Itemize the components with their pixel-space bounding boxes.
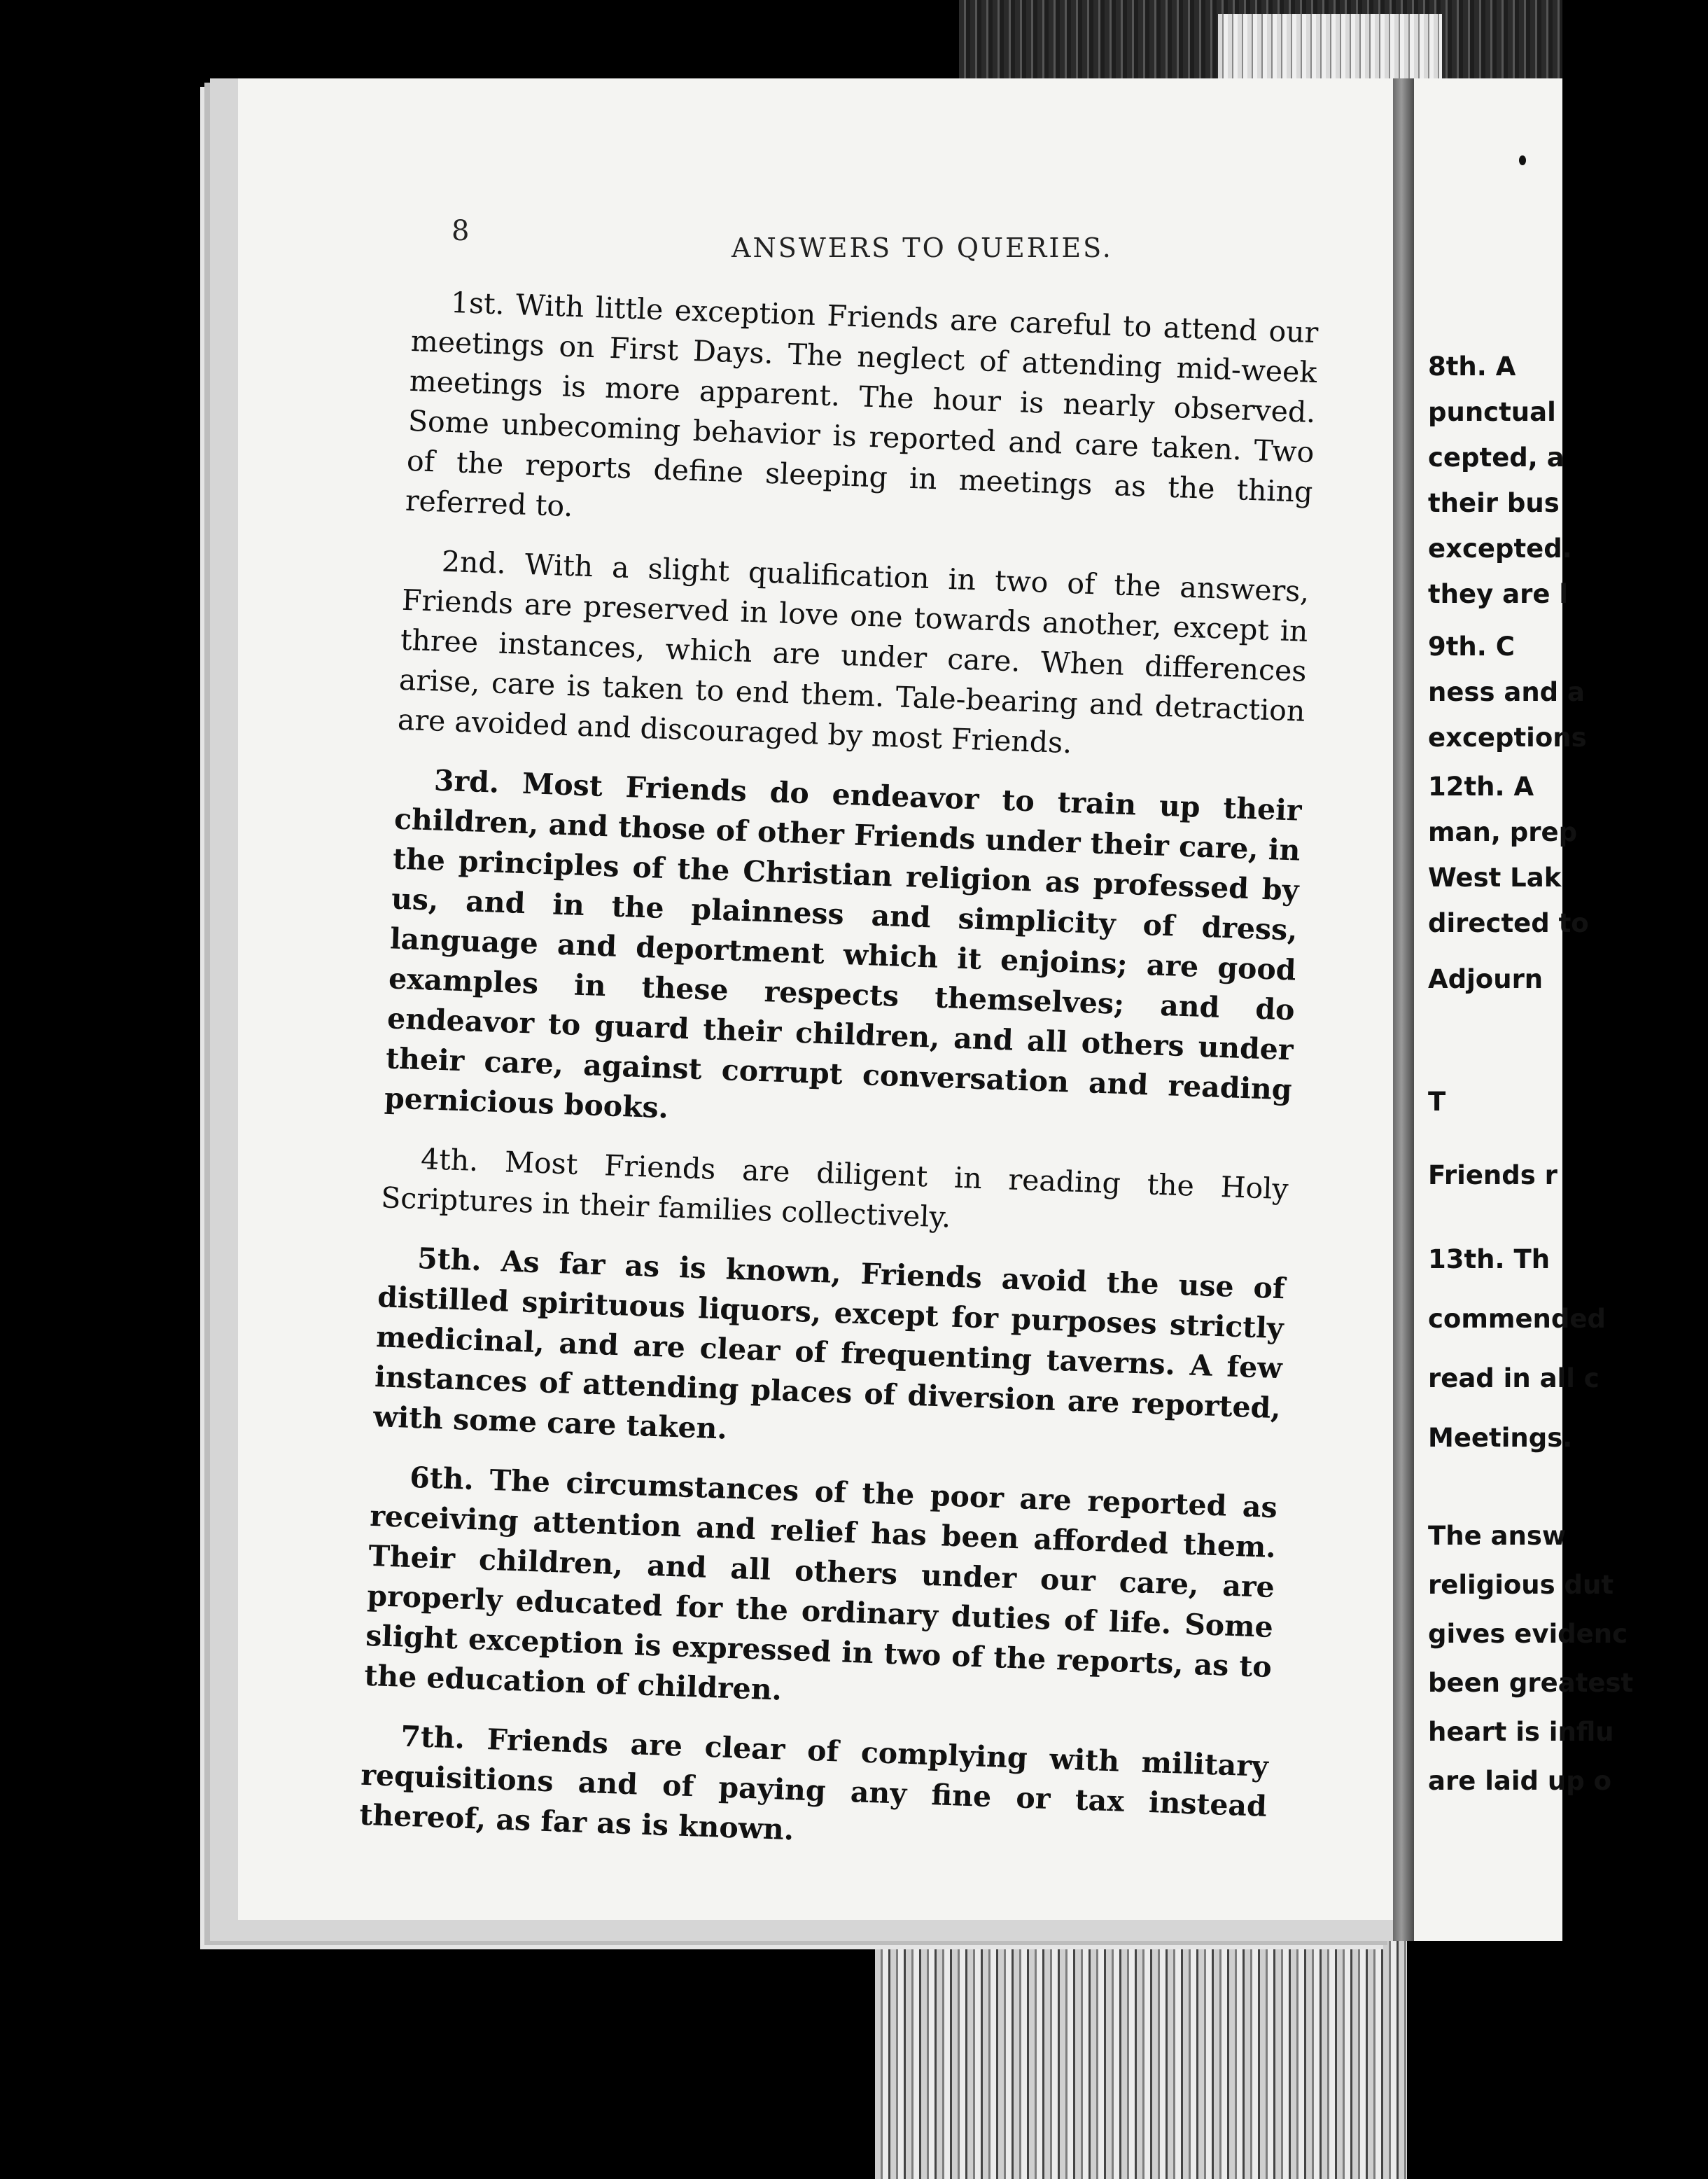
answer-paragraph-2: 2nd. With a slight qualification in two of the answers, Friends are preserved in love one towards another, except in three instances, which are under care. When differences arise, care is taken to end them. Tale-bearing and detraction are avoided and discouraged by most Friends. bbox=[397, 544, 1310, 760]
answer-paragraph-3: 3rd. Most Friends do endeavor to train up their children, and those of other Friends under their care, in the principles of the Christian religion as professed by us, and in the plainness and simplicity of dress, language and deportment which it enjoins; are good examples in these respects themselves; and do endeavor to guard their children, and all others under their care, against corrupt conversation and reading pernicious books. bbox=[384, 763, 1303, 1125]
answer-paragraph-7: 7th. Friends are clear of complying with military requisitions and of paying any fine or tax instead thereof, as far as is known. bbox=[358, 1719, 1269, 1847]
right-line: punctual bbox=[1428, 397, 1556, 427]
right-line: T bbox=[1428, 1087, 1446, 1117]
right-line: their bus bbox=[1428, 488, 1560, 518]
answers-text-block bbox=[358, 281, 1320, 1886]
left-page bbox=[238, 78, 1393, 1920]
right-line: gives evidenc bbox=[1428, 1619, 1628, 1649]
book-gutter bbox=[1393, 78, 1414, 1941]
answer-paragraph-5: 5th. As far as is known, Friends avoid the use of distilled spirituous liquors, except for purposes strictly medicinal, and are clear of frequenting taverns. A few instances of attending places of diversion are reported, with some care taken. bbox=[372, 1241, 1286, 1446]
right-line: they are l bbox=[1428, 579, 1568, 609]
right-line: exceptions bbox=[1428, 723, 1587, 753]
right-line: excepted. bbox=[1428, 534, 1572, 564]
answer-paragraph-1: 1st. With little exception Friends are careful to attend our meetings on First Days. The neglect of attending mid-week meetings is more apparent. The hour is nearly observed. Some unbecoming behavior is reported and care taken. Two of the reports define sleeping in meetings as the thing referred to. bbox=[405, 285, 1320, 524]
right-line: 12th. A bbox=[1428, 772, 1534, 802]
answer-paragraph-6: 6th. The circumstances of the poor are reported as receiving attention and relief has been afforded them. Their children, and all others under our care, are properly educated for the ordinary duties of life. Some slight exception is expressed in two of the reports, as to the education of children. bbox=[363, 1460, 1278, 1707]
running-head: ANSWERS TO QUERIES. bbox=[732, 232, 1113, 263]
right-line: 8th. A bbox=[1428, 351, 1516, 382]
right-line: are laid up o bbox=[1428, 1766, 1612, 1796]
right-line: West Lak bbox=[1428, 863, 1562, 893]
right-line: cepted, a bbox=[1428, 443, 1564, 473]
right-line: 13th. Th bbox=[1428, 1244, 1550, 1274]
binding-gauze-bottom bbox=[875, 1940, 1407, 2179]
answer-paragraph-4: 4th. Most Friends are diligent in reading the Holy Scriptures in their families collectively. bbox=[380, 1142, 1289, 1234]
right-line: Meetings. bbox=[1428, 1423, 1573, 1453]
right-line: directed to bbox=[1428, 908, 1589, 938]
right-line: man, prep bbox=[1428, 817, 1578, 847]
right-line: commended bbox=[1428, 1304, 1606, 1334]
ink-dot bbox=[1519, 155, 1526, 165]
right-line: ness and a bbox=[1428, 677, 1586, 707]
right-line: The answ bbox=[1428, 1521, 1567, 1551]
right-line: heart is influ bbox=[1428, 1717, 1614, 1747]
right-line: Adjourn bbox=[1428, 964, 1544, 994]
right-line: been greatest bbox=[1428, 1668, 1634, 1698]
right-line: 9th. C bbox=[1428, 632, 1515, 662]
right-page bbox=[1414, 78, 1634, 1941]
right-line: religious dut bbox=[1428, 1570, 1614, 1600]
right-line: read in all c bbox=[1428, 1363, 1600, 1393]
page-number: 8 bbox=[451, 215, 470, 247]
right-line: Friends r bbox=[1428, 1160, 1558, 1190]
